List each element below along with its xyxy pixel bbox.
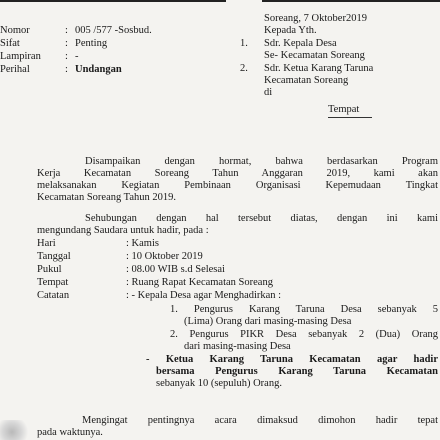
recipient-1-line1: Sdr. Kepala Desa xyxy=(264,38,337,49)
meta-perihal-label: Perihal xyxy=(0,64,30,75)
schedule-tempat-label: Tempat xyxy=(37,277,69,288)
schedule-tanggal-value: : 10 Oktober 2019 xyxy=(126,251,203,262)
recipient-2-line2: Kecamatan Soreang xyxy=(264,75,349,86)
meta-perihal-colon: : xyxy=(65,64,68,75)
schedule-pukul-label: Pukul xyxy=(37,264,62,275)
kepada-label: Kepada Yth. xyxy=(264,25,317,36)
note-line7: sebanyak 10 (sepuluh) Orang. xyxy=(156,378,282,389)
tempat-underline xyxy=(328,117,372,118)
recipient-1-number: 1. xyxy=(240,38,248,49)
tempat-label: Tempat xyxy=(328,104,360,115)
para1-line3: melaksanakan Kegiatan Pembinaan Organisasi Kepemudaan Tingkat xyxy=(37,180,438,191)
di-label: di xyxy=(264,87,273,98)
meta-lampiran-colon: : xyxy=(65,51,68,62)
schedule-pukul-value: : 08.00 WIB s.d Selesai xyxy=(126,264,225,275)
note-line2: (Lima) Orang dari masing-masing Desa xyxy=(184,316,352,327)
letterhead-rule-left xyxy=(0,0,226,2)
closing-line1: Mengingat pentingnya acara dimaksud dimohon hadir tepat xyxy=(82,415,438,426)
note-line1: 1. Pengurus Karang Taruna Desa sebanyak 5 xyxy=(170,304,438,315)
para2-line2: mengundang Saudara untuk hadir, pada : xyxy=(37,225,209,236)
faded-stamp-mark xyxy=(0,420,30,440)
meta-perihal-value: Undangan xyxy=(75,64,122,75)
place-date: Soreang, 7 Oktober2019 xyxy=(264,13,367,24)
recipient-1-line2: Se- Kecamatan Soreang xyxy=(264,50,365,61)
meta-sifat-colon: : xyxy=(65,38,68,49)
meta-lampiran-value: - xyxy=(75,51,79,62)
para1-line4: Kecamatan Soreang Tahun 2019. xyxy=(37,192,177,203)
note-line4: dari masing-masing Desa xyxy=(184,341,291,352)
closing-line2: pada waktunya. xyxy=(37,427,103,438)
note-line3: 2. Pengurus PIKR Desa sebanyak 2 (Dua) Orang xyxy=(170,329,438,340)
meta-sifat-label: Sifat xyxy=(0,38,20,49)
para2-line1: Sehubungan dengan hal tersebut diatas, dengan ini kami xyxy=(85,213,438,224)
recipient-2-number: 2. xyxy=(240,63,248,74)
note-line6: bersama Pengurus Karang Taruna Kecamatan xyxy=(156,366,438,377)
para1-line2: Kerja Kecamatan Soreang Tahun Anggaran 2019, kami akan xyxy=(37,168,438,179)
schedule-hari-value: : Kamis xyxy=(126,238,159,249)
meta-lampiran-label: Lampiran xyxy=(0,51,41,62)
schedule-hari-label: Hari xyxy=(37,238,56,249)
meta-nomor-label: Nomor xyxy=(0,25,30,36)
schedule-catatan-value: : - Kepala Desa agar Menghadirkan : xyxy=(126,290,282,301)
schedule-tempat-value: : Ruang Rapat Kecamatan Soreang xyxy=(126,277,273,288)
schedule-catatan-label: Catatan xyxy=(37,290,70,301)
para1-line1: Disampaikan dengan hormat, bahwa berdasarkan Program xyxy=(85,156,438,167)
recipient-2-line1: Sdr. Ketua Karang Taruna xyxy=(264,63,374,74)
letterhead-rule-right xyxy=(262,0,440,2)
schedule-tanggal-label: Tanggal xyxy=(37,251,71,262)
meta-nomor-value: 005 /577 -Sosbud. xyxy=(75,25,152,36)
meta-sifat-value: Penting xyxy=(75,38,108,49)
meta-nomor-colon: : xyxy=(65,25,68,36)
note-line5: - Ketua Karang Taruna Kecamatan agar hadir xyxy=(146,354,438,365)
